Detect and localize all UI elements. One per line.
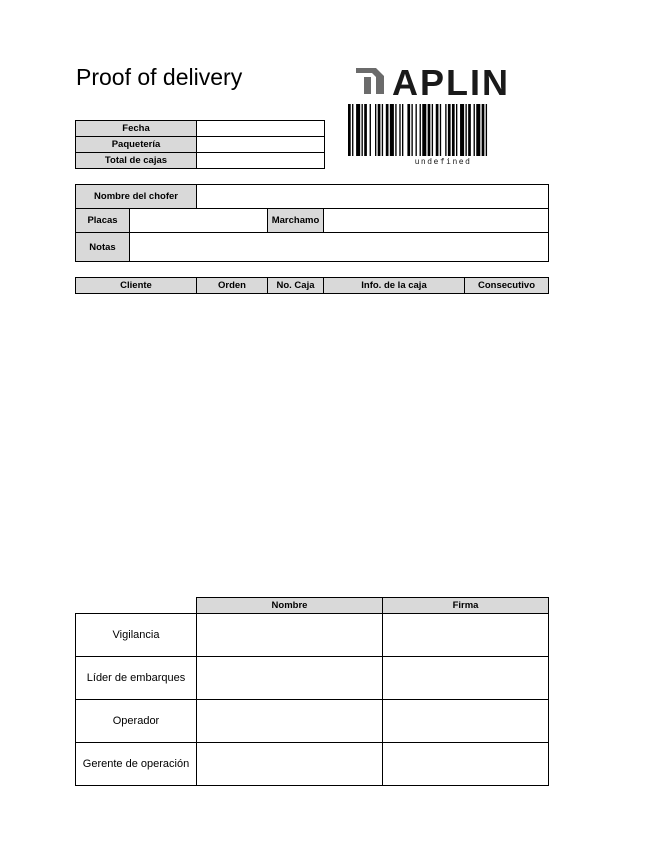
col-firma: Firma (383, 598, 549, 614)
col-orden: Orden (197, 278, 268, 294)
barcode-bar (428, 104, 431, 156)
total-cajas-field[interactable] (197, 153, 325, 169)
driver-table (75, 184, 549, 262)
barcode-bar (356, 104, 360, 156)
barcode-bar (411, 104, 412, 156)
driver-name-label: Nombre del chofer (76, 185, 197, 209)
nombre-field[interactable] (197, 743, 383, 786)
barcode-caption: undefined (414, 157, 472, 166)
col-no-caja: No. Caja (268, 278, 324, 294)
barcode-bar (375, 104, 376, 156)
barcode-bar (348, 104, 351, 156)
page-title: Proof of delivery (76, 64, 243, 90)
col-cliente: Cliente (76, 278, 197, 294)
barcode-bar (402, 104, 403, 156)
boxes-header-row (76, 278, 549, 294)
barcode-bar (382, 104, 383, 156)
barcode-bar (476, 104, 480, 156)
barcode-bar (370, 104, 371, 156)
barcode-bar (486, 104, 487, 156)
role-label: Vigilancia (76, 614, 197, 657)
plates-field[interactable] (130, 209, 268, 233)
barcode-bar (416, 104, 417, 156)
barcode-bar (452, 104, 455, 156)
nombre-field[interactable] (197, 700, 383, 743)
summary-table (75, 120, 325, 169)
paqueteria-label: Paquetería (76, 137, 197, 153)
boxes-table (75, 277, 549, 294)
col-info-caja: Info. de la caja (324, 278, 465, 294)
notes-field[interactable] (130, 233, 549, 262)
barcode-bar (352, 104, 353, 156)
barcode-bar (445, 104, 446, 156)
barcode-bar (362, 104, 363, 156)
barcode-bar (432, 104, 433, 156)
signature-row-vigilancia (76, 614, 549, 657)
barcode-bar (448, 104, 451, 156)
aplin-logo (354, 64, 544, 98)
barcode-bar (420, 104, 421, 156)
barcode-bar (456, 104, 457, 156)
firma-field[interactable] (383, 700, 549, 743)
nombre-field[interactable] (197, 657, 383, 700)
driver-name-row (76, 185, 549, 209)
signatures-header-row (76, 598, 549, 614)
role-label: Líder de embarques (76, 657, 197, 700)
barcode-bar (399, 104, 400, 156)
plates-label: Placas (76, 209, 130, 233)
barcode-bar (468, 104, 471, 156)
logo-mark-icon (356, 68, 384, 94)
fecha-label: Fecha (76, 121, 197, 137)
barcode-bar (465, 104, 466, 156)
barcode (346, 104, 540, 160)
barcode-bar (482, 104, 485, 156)
driver-plates-row (76, 209, 549, 233)
firma-field[interactable] (383, 743, 549, 786)
barcode-bar (440, 104, 441, 156)
seal-field[interactable] (324, 209, 549, 233)
barcode-bar (386, 104, 389, 156)
paqueteria-field[interactable] (197, 137, 325, 153)
signature-row-gerente (76, 743, 549, 786)
barcode-bar (422, 104, 426, 156)
nombre-field[interactable] (197, 614, 383, 657)
total-cajas-label: Total de cajas (76, 153, 197, 169)
role-label: Operador (76, 700, 197, 743)
signature-row-operador (76, 700, 549, 743)
firma-field[interactable] (383, 614, 549, 657)
barcode-bar (436, 104, 439, 156)
seal-label: Marchamo (268, 209, 324, 233)
firma-field[interactable] (383, 657, 549, 700)
barcode-bar (378, 104, 381, 156)
summary-row-total-cajas (76, 153, 325, 169)
barcode-bar (474, 104, 475, 156)
signature-row-lider (76, 657, 549, 700)
barcode-bar (390, 104, 394, 156)
barcode-bar (460, 104, 464, 156)
barcode-bar (395, 104, 396, 156)
driver-notes-row (76, 233, 549, 262)
barcode-bar (364, 104, 367, 156)
col-nombre: Nombre (197, 598, 383, 614)
brand-name: APLIN (392, 64, 510, 98)
barcode-bar (407, 104, 410, 156)
summary-row-fecha (76, 121, 325, 137)
notes-label: Notas (76, 233, 130, 262)
fecha-field[interactable] (197, 121, 325, 137)
col-consecutivo: Consecutivo (465, 278, 549, 294)
role-label: Gerente de operación (76, 743, 197, 786)
signatures-corner (76, 598, 197, 614)
driver-name-field[interactable] (197, 185, 549, 209)
signatures-table (75, 597, 549, 786)
summary-row-paqueteria (76, 137, 325, 153)
